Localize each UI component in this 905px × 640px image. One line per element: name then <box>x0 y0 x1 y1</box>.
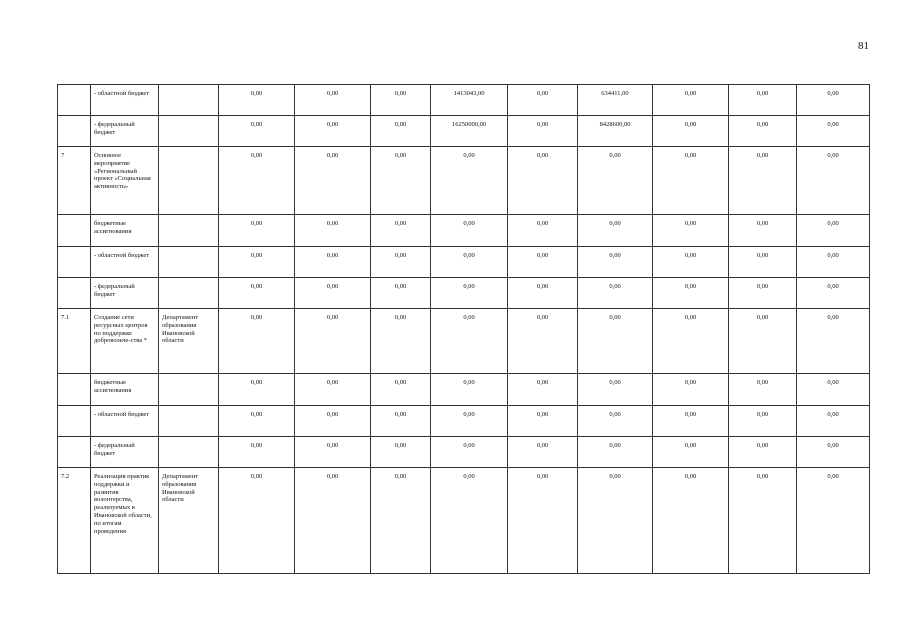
value-cell: 0,00 <box>371 309 431 374</box>
row-name-cell: бюджетные ассигнования <box>91 215 159 247</box>
row-number-cell <box>58 278 91 309</box>
table-row <box>58 85 870 116</box>
value-cell: 0,00 <box>295 468 371 574</box>
row-name-cell: - областной бюджет <box>91 406 159 437</box>
value-cell: 0,00 <box>295 437 371 468</box>
value-cell: 0,00 <box>508 437 578 468</box>
value-cell: 0,00 <box>371 85 431 116</box>
row-name-cell: Создание сети ресурсных центров по поддержке добровольче-ства * <box>91 309 159 374</box>
table-row <box>58 215 870 247</box>
value-cell: 0,00 <box>508 309 578 374</box>
value-cell: 0,00 <box>508 116 578 147</box>
table-row <box>58 468 870 574</box>
value-cell: 0,00 <box>431 437 508 468</box>
value-cell: 0,00 <box>508 374 578 406</box>
value-cell: 0,00 <box>219 247 295 278</box>
row-executor-cell: Департамент образования Ивановской области <box>159 468 219 574</box>
row-executor-cell <box>159 278 219 309</box>
value-cell: 0,00 <box>371 278 431 309</box>
value-cell: 0,00 <box>578 374 653 406</box>
value-cell: 0,00 <box>729 374 797 406</box>
value-cell: 0,00 <box>219 468 295 574</box>
row-name-cell: - федеральный бюджет <box>91 437 159 468</box>
value-cell: 0,00 <box>729 116 797 147</box>
value-cell: 0,00 <box>219 406 295 437</box>
value-cell: 0,00 <box>653 309 729 374</box>
value-cell: 0,00 <box>508 468 578 574</box>
value-cell: 0,00 <box>797 147 870 215</box>
value-cell: 0,00 <box>578 147 653 215</box>
row-executor-cell <box>159 116 219 147</box>
value-cell: 0,00 <box>578 215 653 247</box>
value-cell: 0,00 <box>295 309 371 374</box>
value-cell: 0,00 <box>729 406 797 437</box>
row-number-cell: 7.1 <box>58 309 91 374</box>
value-cell: 0,00 <box>371 468 431 574</box>
value-cell: 8428600,00 <box>578 116 653 147</box>
row-executor-cell <box>159 374 219 406</box>
value-cell: 0,00 <box>219 215 295 247</box>
row-executor-cell <box>159 85 219 116</box>
value-cell: 0,00 <box>219 437 295 468</box>
table-row <box>58 278 870 309</box>
value-cell: 0,00 <box>508 147 578 215</box>
value-cell: 0,00 <box>729 468 797 574</box>
table-row <box>58 247 870 278</box>
value-cell: 0,00 <box>653 374 729 406</box>
row-number-cell <box>58 247 91 278</box>
value-cell: 0,00 <box>508 278 578 309</box>
row-number-cell <box>58 85 91 116</box>
value-cell: 0,00 <box>219 309 295 374</box>
value-cell: 634411,00 <box>578 85 653 116</box>
value-cell: 0,00 <box>508 406 578 437</box>
row-executor-cell <box>159 147 219 215</box>
value-cell: 0,00 <box>797 116 870 147</box>
budget-table <box>57 84 870 574</box>
row-name-cell: - федеральный бюджет <box>91 278 159 309</box>
value-cell: 0,00 <box>371 374 431 406</box>
row-number-cell: 7.2 <box>58 468 91 574</box>
value-cell: 0,00 <box>431 147 508 215</box>
value-cell: 0,00 <box>371 406 431 437</box>
value-cell: 0,00 <box>729 147 797 215</box>
table-body <box>58 85 870 574</box>
row-name-cell: Реализация практик поддержки и развития волонтерства, реализуемых в Ивановской области, по итогам проведения <box>91 468 159 574</box>
value-cell: 0,00 <box>797 468 870 574</box>
value-cell: 0,00 <box>371 215 431 247</box>
value-cell: 0,00 <box>797 278 870 309</box>
row-executor-cell <box>159 406 219 437</box>
value-cell: 0,00 <box>653 406 729 437</box>
row-number-cell <box>58 437 91 468</box>
row-name-cell: - областной бюджет <box>91 247 159 278</box>
value-cell: 0,00 <box>295 147 371 215</box>
row-number-cell <box>58 374 91 406</box>
row-number-cell <box>58 406 91 437</box>
value-cell: 0,00 <box>431 309 508 374</box>
row-executor-cell <box>159 215 219 247</box>
row-name-cell: бюджетные ассигнования <box>91 374 159 406</box>
value-cell: 0,00 <box>653 468 729 574</box>
table-row <box>58 406 870 437</box>
value-cell: 0,00 <box>729 437 797 468</box>
value-cell: 0,00 <box>729 215 797 247</box>
value-cell: 0,00 <box>578 406 653 437</box>
value-cell: 0,00 <box>295 406 371 437</box>
value-cell: 0,00 <box>508 85 578 116</box>
row-number-cell: 7 <box>58 147 91 215</box>
value-cell: 0,00 <box>653 215 729 247</box>
table-row <box>58 147 870 215</box>
value-cell: 0,00 <box>219 85 295 116</box>
value-cell: 0,00 <box>219 374 295 406</box>
value-cell: 0,00 <box>729 247 797 278</box>
value-cell: 0,00 <box>431 468 508 574</box>
value-cell: 0,00 <box>797 406 870 437</box>
row-name-cell: - областной бюджет <box>91 85 159 116</box>
value-cell: 0,00 <box>797 215 870 247</box>
value-cell: 0,00 <box>371 147 431 215</box>
row-executor-cell <box>159 437 219 468</box>
value-cell: 0,00 <box>295 278 371 309</box>
table-row <box>58 116 870 147</box>
row-number-cell <box>58 215 91 247</box>
value-cell: 0,00 <box>371 116 431 147</box>
value-cell: 0,00 <box>653 247 729 278</box>
value-cell: 0,00 <box>729 85 797 116</box>
value-cell: 0,00 <box>295 374 371 406</box>
value-cell: 0,00 <box>578 247 653 278</box>
value-cell: 0,00 <box>729 309 797 374</box>
value-cell: 0,00 <box>797 85 870 116</box>
value-cell: 0,00 <box>797 437 870 468</box>
value-cell: 0,00 <box>295 116 371 147</box>
value-cell: 16250000,00 <box>431 116 508 147</box>
row-number-cell <box>58 116 91 147</box>
value-cell: 0,00 <box>797 374 870 406</box>
value-cell: 0,00 <box>797 247 870 278</box>
value-cell: 0,00 <box>508 215 578 247</box>
value-cell: 0,00 <box>431 406 508 437</box>
table-row <box>58 437 870 468</box>
value-cell: 0,00 <box>653 437 729 468</box>
value-cell: 0,00 <box>431 374 508 406</box>
value-cell: 0,00 <box>578 309 653 374</box>
row-name-cell: - федеральный бюджет <box>91 116 159 147</box>
page-number: 81 <box>858 40 869 52</box>
value-cell: 0,00 <box>219 278 295 309</box>
row-executor-cell <box>159 247 219 278</box>
value-cell: 0,00 <box>431 215 508 247</box>
row-executor-cell: Департамент образования Ивановской области <box>159 309 219 374</box>
value-cell: 0,00 <box>219 147 295 215</box>
value-cell: 0,00 <box>295 85 371 116</box>
value-cell: 0,00 <box>653 116 729 147</box>
value-cell: 0,00 <box>431 278 508 309</box>
value-cell: 0,00 <box>295 215 371 247</box>
row-name-cell: Основное мероприятие «Региональный проект «Социальная активность» <box>91 147 159 215</box>
value-cell: 1413043,00 <box>431 85 508 116</box>
value-cell: 0,00 <box>578 468 653 574</box>
value-cell: 0,00 <box>797 309 870 374</box>
value-cell: 0,00 <box>653 147 729 215</box>
value-cell: 0,00 <box>578 278 653 309</box>
value-cell: 0,00 <box>729 278 797 309</box>
value-cell: 0,00 <box>578 437 653 468</box>
value-cell: 0,00 <box>653 85 729 116</box>
value-cell: 0,00 <box>653 278 729 309</box>
value-cell: 0,00 <box>431 247 508 278</box>
table-row <box>58 374 870 406</box>
value-cell: 0,00 <box>219 116 295 147</box>
value-cell: 0,00 <box>508 247 578 278</box>
value-cell: 0,00 <box>295 247 371 278</box>
value-cell: 0,00 <box>371 247 431 278</box>
table-row <box>58 309 870 374</box>
value-cell: 0,00 <box>371 437 431 468</box>
